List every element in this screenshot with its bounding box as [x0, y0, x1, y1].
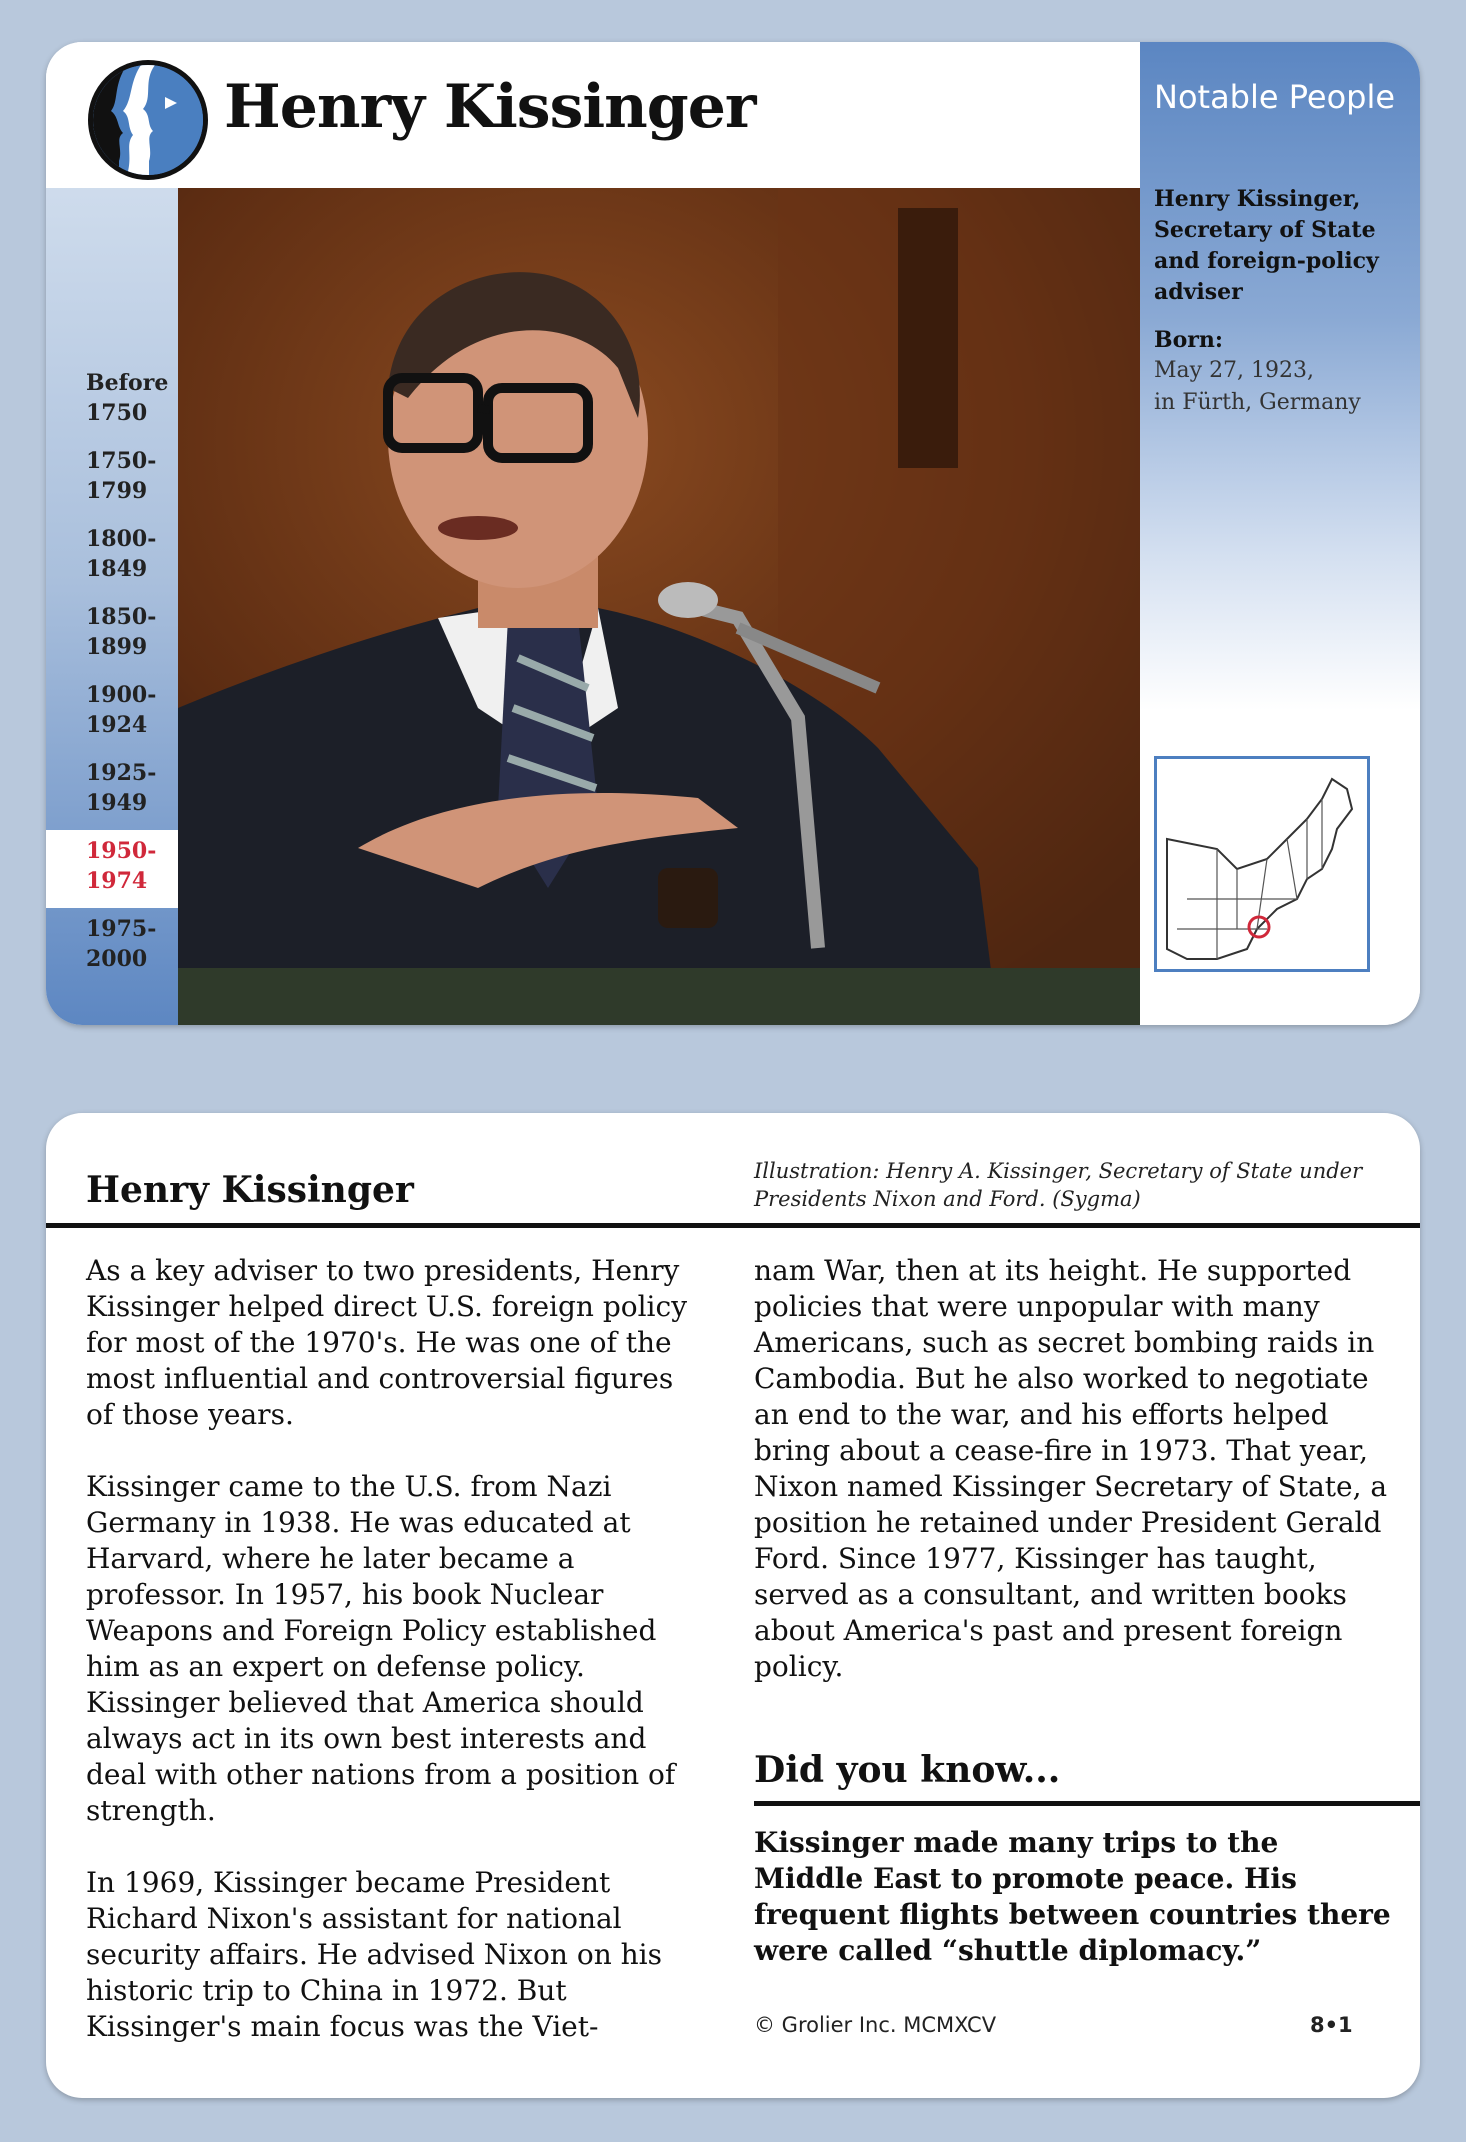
subject-description: Henry Kissinger, Secretary of State and foreign-policy adviser — [1154, 186, 1379, 305]
timeline-item — [46, 908, 178, 986]
body-paragraph: In 1969, Kissinger became President Richard Nixon's assistant for national security affairs. He advised Nixon on his historic trip to China in 1972. But Kissinger's main focus was the Viet- — [86, 1866, 662, 2043]
timeline-item-line2: 2000 — [86, 946, 148, 972]
timeline-item-line1: Before — [86, 370, 169, 396]
timeline-item — [46, 674, 178, 752]
profile-faces-icon — [88, 60, 208, 180]
timeline-item — [46, 440, 178, 518]
body-paragraph: nam War, then at its height. He supported policies that were unpopular with many Americans, such as secret bombing raids in Cambodia. But he also worked to negotiate an end to the war, and his efforts helped bring about a cease-fire in 1973. That year, Nixon named Kissinger Secretary of State, a position he retained under President Gerald Ford. Since 1977, Kissinger has taught, served as a consultant, and written books about America's past and present foreign policy. — [754, 1254, 1388, 1683]
region-map — [1154, 756, 1370, 972]
info-sidebar — [1140, 42, 1420, 1025]
did-you-know-heading: Did you know... — [754, 1749, 1061, 1791]
born-label: Born: — [1154, 327, 1223, 353]
timeline-item — [46, 596, 178, 674]
copyright: © Grolier Inc. MCMXCV — [754, 2013, 997, 2037]
portrait-photo — [178, 188, 1140, 1025]
page-title: Henry Kissinger — [224, 72, 756, 142]
back-card — [46, 1113, 1420, 2098]
illustration-credit: Illustration: Henry A. Kissinger, Secretary of State under Presidents Nixon and Ford. (Sygma) — [754, 1159, 1363, 1211]
timeline-item-line1: 1750- — [86, 448, 157, 474]
timeline-item-line1: 1975- — [86, 916, 157, 942]
did-you-know-rule — [754, 1801, 1420, 1806]
timeline-item — [46, 752, 178, 830]
timeline-item — [46, 518, 178, 596]
timeline-item-line2: 1924 — [86, 712, 148, 738]
timeline-item — [46, 362, 178, 440]
timeline-item-line2: 1899 — [86, 634, 148, 660]
born-place: in Fürth, Germany — [1154, 390, 1361, 415]
timeline-item-line1: 1900- — [86, 682, 157, 708]
timeline-item-line1: 1850- — [86, 604, 157, 630]
timeline — [46, 362, 178, 986]
header-rule — [46, 1223, 1420, 1228]
timeline-item-line1: 1925- — [86, 760, 157, 786]
timeline-item-line2: 1799 — [86, 478, 148, 504]
timeline-item-line2: 1974 — [86, 868, 148, 894]
timeline-item-line2: 1750 — [86, 400, 148, 426]
front-title-area — [46, 42, 1140, 188]
back-title: Henry Kissinger — [86, 1169, 414, 1211]
did-you-know-text: Kissinger made many trips to the Middle East to promote peace. His frequent flights between countries there were called “shuttle diplomacy.” — [754, 1826, 1391, 1967]
born-date: May 27, 1923, — [1154, 358, 1315, 383]
timeline-item-line2: 1849 — [86, 556, 148, 582]
front-card — [46, 42, 1420, 1025]
body-column-right — [754, 1253, 1394, 1721]
card-number: 8•1 — [1310, 2013, 1353, 2037]
timeline-item-line2: 1949 — [86, 790, 148, 816]
timeline-item-line1: 1950- — [86, 838, 157, 864]
timeline-item-line1: 1800- — [86, 526, 157, 552]
timeline-item — [46, 830, 178, 908]
body-paragraph: Kissinger came to the U.S. from Nazi Germany in 1938. He was educated at Harvard, where he later became a professor. In 1957, his book Nuclear Weapons and Foreign Policy established him as an expert on defense policy. Kissinger believed that America should always act in its own best interests and deal with other nations from a position of strength. — [86, 1470, 676, 1827]
body-paragraph: As a key adviser to two presidents, Henry Kissinger helped direct U.S. foreign policy for most of the 1970's. He was one of the most influential and controversial figures of those years. — [86, 1254, 688, 1431]
body-column-left — [86, 1253, 706, 2081]
category-label: Notable People — [1154, 78, 1396, 116]
